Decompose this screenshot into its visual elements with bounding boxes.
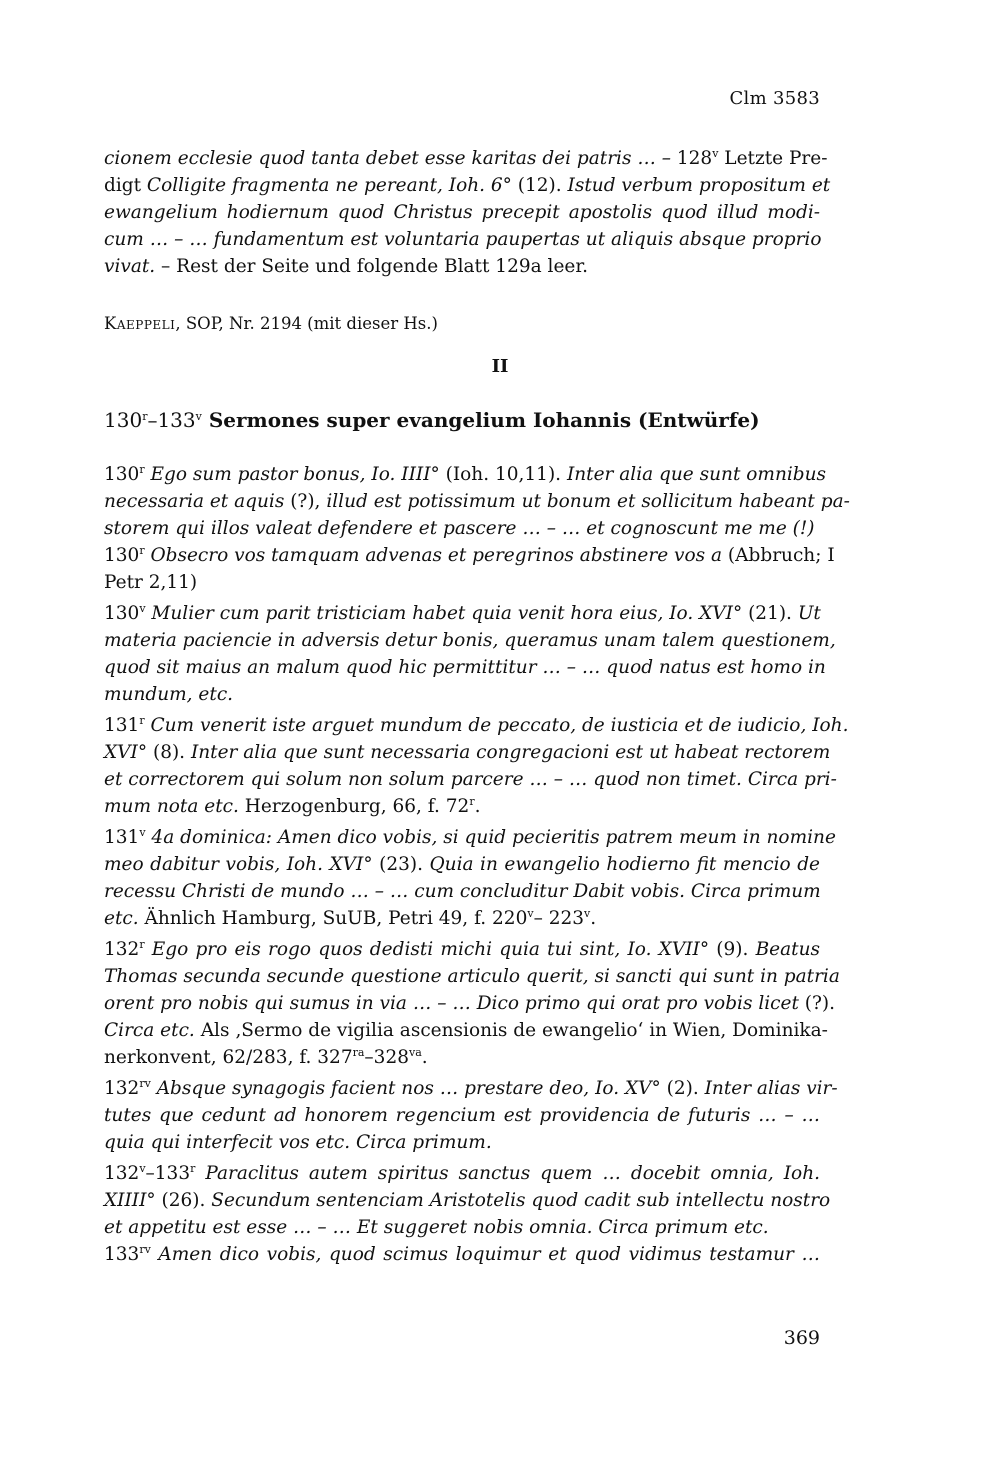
running-head: Clm 3583 (729, 88, 820, 109)
page-number: 369 (783, 1327, 820, 1349)
entry-line: necessaria et aquis (?), illud est potissimum ut bonum et sollicitum habeant pa- (104, 491, 850, 512)
entry-line: orent pro nobis qui sumus in via … – … Dico primo qui orat pro vobis licet (?). (104, 993, 836, 1014)
entry-line: $132^{rv}$ Absque synagogis facient nos … prestare deo, Io. XV° (2). Inter alias vir- (104, 1077, 838, 1099)
entry-line: meo dabitur vobis, Ioh. XVI° (23). Quia in ewangelio hodierno fit mencio de (104, 854, 821, 875)
text-line: cionem ecclesie quod tanta debet esse karitas dei patris … – 128$^v$ Letzte Pre- (104, 147, 828, 169)
entry-line: mum nota etc. Herzogenburg, 66, f. 72$^r$. (104, 795, 481, 817)
entry-line: quod sit maius an malum quod hic permittitur … – … quod natus est homo in (104, 657, 826, 678)
entry-line: et correctorem qui solum non solum parcere … – … quod non timet. Circa pri- (104, 769, 837, 790)
entry-line: et appetitu est esse … – … Et suggeret nobis omnia. Circa primum etc. (104, 1217, 769, 1238)
section-heading: 130$^r$–133$^v$ Sermones super evangelium Iohannis (Entwürfe) (104, 408, 760, 432)
text-line: digt Colligite fragmenta ne pereant, Ioh. 6° (12). Istud verbum propositum et (104, 175, 831, 196)
text-line: cum … – … fundamentum est voluntaria paupertas ut aliquis absque proprio (104, 229, 822, 250)
entry-line: materia paciencie in adversis detur bonis, queramus unam talem questionem, (104, 630, 836, 651)
entry-line: recessu Christi de mundo … – … cum concluditur Dabit vobis. Circa primum (104, 881, 821, 902)
entry-line: 130$^v$ Mulier cum parit tristiciam habet quia venit hora eius, Io. XVI° (21). Ut (104, 602, 821, 624)
entry-line: 131$^v$ 4a dominica: Amen dico vobis, si quid pecieritis patrem meum in nomine (104, 826, 836, 848)
entry-line: 131$^r$ Cum venerit iste arguet mundum de peccato, de iusticia et de iudicio, Ioh. (104, 714, 849, 736)
entry-line: storem qui illos valeat defendere et pascere … – … et cognoscunt me me (!) (104, 518, 815, 539)
entry-line: Petr 2,11) (104, 572, 198, 593)
entry-line: Thomas secunda secunde questione articulo querit, si sancti qui sunt in patria (104, 966, 840, 987)
entry-line: $133^{rv}$ Amen dico vobis, quod scimus loquimur et quod vidimus testamur … (104, 1243, 820, 1265)
literature-reference: Kaeppeli, SOP, Nr. 2194 (mit dieser Hs.) (104, 314, 438, 333)
entry-line: tutes que cedunt ad honorem regencium est providencia de futuris … – … (104, 1105, 820, 1126)
entry-line: nerkonvent, 62/283, f. $327^{ra}-328^{va}$. (104, 1046, 428, 1068)
entry-line: 132$^v$–133$^r$ Paraclitus autem spiritus sanctus quem … docebit omnia, Ioh. (104, 1162, 820, 1184)
entry-line: XVI° (8). Inter alia que sunt necessaria congregacioni est ut habeat rectorem (104, 742, 831, 763)
text-line: ewangelium hodiernum quod Christus precepit apostolis quod illud modi- (104, 202, 820, 223)
entry-line: XIIII° (26). Secundum sentenciam Aristotelis quod cadit sub intellectu nostro (104, 1190, 831, 1211)
text-line: vivat. – Rest der Seite und folgende Blatt 129a leer. (104, 256, 589, 277)
section-numeral: II (491, 356, 509, 377)
entry-line: 130$^r$ Obsecro vos tamquam advenas et peregrinos abstinere vos a (Abbruch; I (104, 544, 835, 566)
entry-line: 130$^r$ Ego sum pastor bonus, Io. IIII° (Ioh. 10,11). Inter alia que sunt omnibus (104, 463, 827, 485)
entry-line: 132$^r$ Ego pro eis rogo quos dedisti michi quia tui sint, Io. XVII° (9). Beatus (104, 938, 820, 960)
entry-line: Circa etc. Als ‚Sermo de vigilia ascensionis de ewangelio‘ in Wien, Dominika- (104, 1020, 828, 1041)
entry-line: quia qui interfecit vos etc. Circa primum. (104, 1132, 492, 1153)
entry-line: etc. Ähnlich Hamburg, SuUB, Petri 49, f. 220$^v$– 223$^v$. (104, 907, 597, 929)
entry-line: mundum, etc. (104, 684, 234, 705)
